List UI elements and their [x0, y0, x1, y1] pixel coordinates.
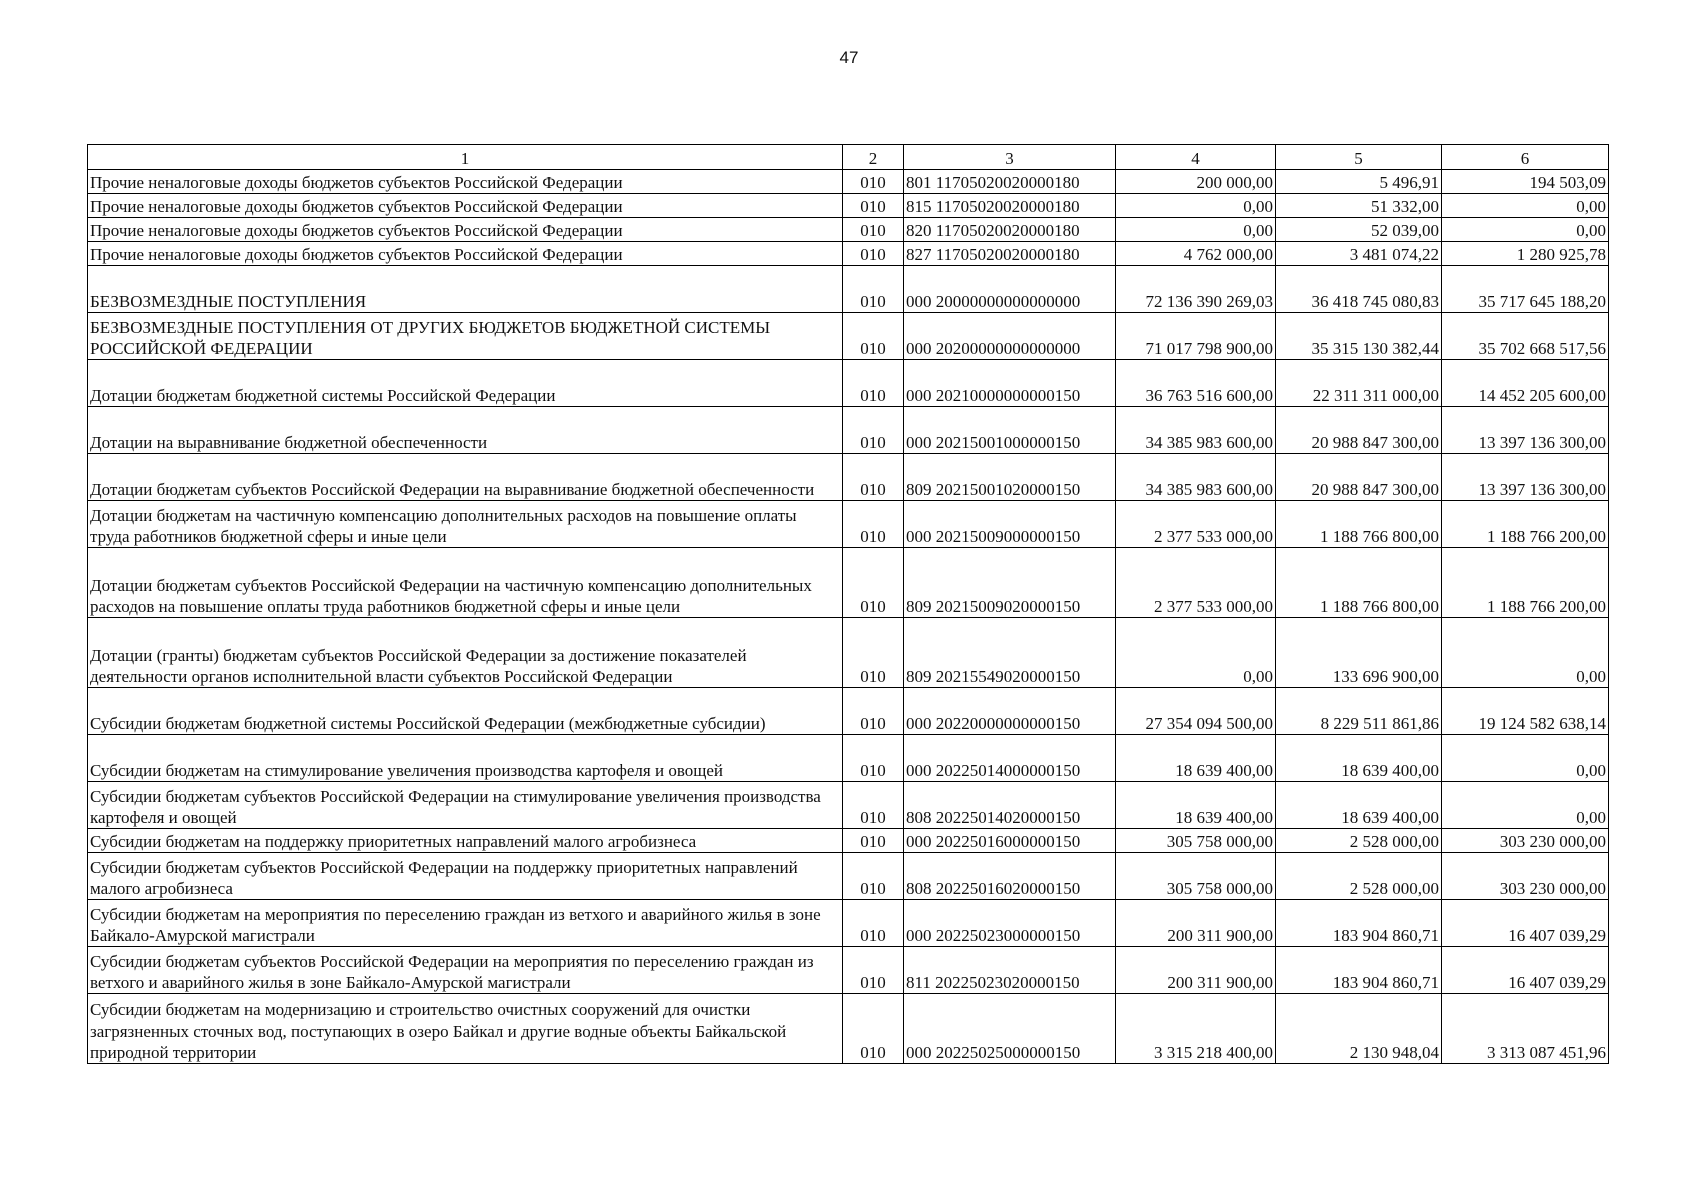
cell-line-code: 010: [843, 735, 904, 782]
cell-budget-code: 000 20215001000000150: [904, 407, 1116, 454]
cell-budget-code: 000 20225014000000150: [904, 735, 1116, 782]
cell-unexecuted: 35 702 668 517,56: [1442, 313, 1609, 360]
cell-line-code: 010: [843, 782, 904, 829]
cell-unexecuted: 35 717 645 188,20: [1442, 266, 1609, 313]
cell-unexecuted: 303 230 000,00: [1442, 829, 1609, 853]
cell-line-code: 010: [843, 170, 904, 194]
cell-approved: 34 385 983 600,00: [1116, 407, 1276, 454]
page-number: 47: [839, 48, 859, 67]
cell-executed: 183 904 860,71: [1276, 947, 1442, 994]
cell-approved: 36 763 516 600,00: [1116, 360, 1276, 407]
cell-name: Дотации бюджетам субъектов Российской Федерации на частичную компенсацию дополнительных расходов на повышение оплаты труда работников бюджетной сферы и иные цели: [88, 548, 843, 618]
cell-executed: 2 528 000,00: [1276, 853, 1442, 900]
cell-executed: 36 418 745 080,83: [1276, 266, 1442, 313]
cell-approved: 2 377 533 000,00: [1116, 501, 1276, 548]
column-header-1: 1: [88, 145, 843, 170]
cell-name: Субсидии бюджетам на мероприятия по переселению граждан из ветхого и аварийного жилья в зоне Байкало-Амурской магистрали: [88, 900, 843, 947]
cell-unexecuted: 0,00: [1442, 618, 1609, 688]
cell-executed: 8 229 511 861,86: [1276, 688, 1442, 735]
cell-unexecuted: 0,00: [1442, 194, 1609, 218]
cell-unexecuted: 0,00: [1442, 735, 1609, 782]
cell-executed: 52 039,00: [1276, 218, 1442, 242]
cell-name: Прочие неналоговые доходы бюджетов субъектов Российской Федерации: [88, 170, 843, 194]
cell-budget-code: 801 11705020020000180: [904, 170, 1116, 194]
cell-executed: 3 481 074,22: [1276, 242, 1442, 266]
cell-line-code: 010: [843, 194, 904, 218]
cell-approved: 0,00: [1116, 618, 1276, 688]
cell-executed: 22 311 311 000,00: [1276, 360, 1442, 407]
table-row: [88, 194, 1609, 218]
cell-executed: 133 696 900,00: [1276, 618, 1442, 688]
cell-approved: 200 311 900,00: [1116, 900, 1276, 947]
cell-executed: 1 188 766 800,00: [1276, 548, 1442, 618]
cell-approved: 18 639 400,00: [1116, 782, 1276, 829]
cell-name: Дотации (гранты) бюджетам субъектов Российской Федерации за достижение показателей деятельности органов исполнительной власти субъектов Российской Федерации: [88, 618, 843, 688]
cell-unexecuted: 16 407 039,29: [1442, 900, 1609, 947]
table-row: [88, 407, 1609, 454]
cell-name: БЕЗВОЗМЕЗДНЫЕ ПОСТУПЛЕНИЯ ОТ ДРУГИХ БЮДЖЕТОВ БЮДЖЕТНОЙ СИСТЕМЫ РОССИЙСКОЙ ФЕДЕРАЦИИ: [88, 313, 843, 360]
cell-executed: 2 130 948,04: [1276, 994, 1442, 1064]
column-header-6: 6: [1442, 145, 1609, 170]
table-row: [88, 242, 1609, 266]
cell-budget-code: 000 20225023000000150: [904, 900, 1116, 947]
header-row: [88, 145, 1609, 170]
cell-budget-code: 809 20215001020000150: [904, 454, 1116, 501]
cell-unexecuted: 14 452 205 600,00: [1442, 360, 1609, 407]
cell-name: Субсидии бюджетам субъектов Российской Федерации на стимулирование увеличения производства картофеля и овощей: [88, 782, 843, 829]
table-row: [88, 994, 1609, 1064]
table-row: [88, 947, 1609, 994]
table-row: [88, 170, 1609, 194]
table-row: [88, 853, 1609, 900]
cell-budget-code: 000 20225025000000150: [904, 994, 1116, 1064]
cell-approved: 27 354 094 500,00: [1116, 688, 1276, 735]
cell-unexecuted: 19 124 582 638,14: [1442, 688, 1609, 735]
cell-approved: 34 385 983 600,00: [1116, 454, 1276, 501]
table-row: [88, 313, 1609, 360]
cell-budget-code: 827 11705020020000180: [904, 242, 1116, 266]
cell-line-code: 010: [843, 313, 904, 360]
cell-name: БЕЗВОЗМЕЗДНЫЕ ПОСТУПЛЕНИЯ: [88, 266, 843, 313]
column-header-5: 5: [1276, 145, 1442, 170]
table-row: [88, 735, 1609, 782]
cell-approved: 305 758 000,00: [1116, 853, 1276, 900]
cell-unexecuted: 13 397 136 300,00: [1442, 454, 1609, 501]
cell-unexecuted: 0,00: [1442, 782, 1609, 829]
table-row: [88, 501, 1609, 548]
table-row: [88, 218, 1609, 242]
table-row: [88, 688, 1609, 735]
cell-budget-code: 000 20200000000000000: [904, 313, 1116, 360]
table-row: [88, 618, 1609, 688]
cell-executed: 20 988 847 300,00: [1276, 407, 1442, 454]
table-row: [88, 900, 1609, 947]
cell-unexecuted: 303 230 000,00: [1442, 853, 1609, 900]
cell-budget-code: 808 20225014020000150: [904, 782, 1116, 829]
cell-line-code: 010: [843, 548, 904, 618]
cell-executed: 20 988 847 300,00: [1276, 454, 1442, 501]
cell-line-code: 010: [843, 242, 904, 266]
cell-name: Дотации бюджетам бюджетной системы Российской Федерации: [88, 360, 843, 407]
cell-budget-code: 000 20215009000000150: [904, 501, 1116, 548]
cell-approved: 0,00: [1116, 218, 1276, 242]
cell-line-code: 010: [843, 829, 904, 853]
cell-unexecuted: 1 280 925,78: [1442, 242, 1609, 266]
cell-approved: 2 377 533 000,00: [1116, 548, 1276, 618]
cell-unexecuted: 16 407 039,29: [1442, 947, 1609, 994]
cell-line-code: 010: [843, 900, 904, 947]
cell-name: Прочие неналоговые доходы бюджетов субъектов Российской Федерации: [88, 242, 843, 266]
report-table: [87, 144, 1609, 1064]
cell-approved: 4 762 000,00: [1116, 242, 1276, 266]
cell-name: Субсидии бюджетам на стимулирование увеличения производства картофеля и овощей: [88, 735, 843, 782]
cell-budget-code: 000 20225016000000150: [904, 829, 1116, 853]
cell-approved: 0,00: [1116, 194, 1276, 218]
cell-approved: 72 136 390 269,03: [1116, 266, 1276, 313]
cell-executed: 2 528 000,00: [1276, 829, 1442, 853]
cell-unexecuted: 194 503,09: [1442, 170, 1609, 194]
cell-name: Дотации бюджетам субъектов Российской Федерации на выравнивание бюджетной обеспеченности: [88, 454, 843, 501]
cell-line-code: 010: [843, 947, 904, 994]
cell-line-code: 010: [843, 688, 904, 735]
cell-name: Прочие неналоговые доходы бюджетов субъектов Российской Федерации: [88, 194, 843, 218]
cell-budget-code: 000 20220000000000150: [904, 688, 1116, 735]
cell-unexecuted: 13 397 136 300,00: [1442, 407, 1609, 454]
cell-name: Прочие неналоговые доходы бюджетов субъектов Российской Федерации: [88, 218, 843, 242]
cell-executed: 18 639 400,00: [1276, 782, 1442, 829]
cell-approved: 3 315 218 400,00: [1116, 994, 1276, 1064]
cell-executed: 35 315 130 382,44: [1276, 313, 1442, 360]
cell-line-code: 010: [843, 266, 904, 313]
cell-approved: 200 000,00: [1116, 170, 1276, 194]
cell-approved: 200 311 900,00: [1116, 947, 1276, 994]
cell-budget-code: 000 20000000000000000: [904, 266, 1116, 313]
cell-unexecuted: 3 313 087 451,96: [1442, 994, 1609, 1064]
cell-unexecuted: 0,00: [1442, 218, 1609, 242]
cell-name: Субсидии бюджетам субъектов Российской Федерации на мероприятия по переселению граждан из ветхого и аварийного жилья в зоне Байкало-Амурской магистрали: [88, 947, 843, 994]
cell-line-code: 010: [843, 454, 904, 501]
table-row: [88, 548, 1609, 618]
cell-name: Субсидии бюджетам субъектов Российской Федерации на поддержку приоритетных направлений малого агробизнеса: [88, 853, 843, 900]
cell-name: Субсидии бюджетам на модернизацию и строительство очистных сооружений для очистки загрязненных сточных вод, поступающих в озеро Байкал и другие водные объекты Байкальской природной территории: [88, 994, 843, 1064]
cell-line-code: 010: [843, 994, 904, 1064]
cell-name: Субсидии бюджетам на поддержку приоритетных направлений малого агробизнеса: [88, 829, 843, 853]
cell-name: Субсидии бюджетам бюджетной системы Российской Федерации (межбюджетные субсидии): [88, 688, 843, 735]
cell-budget-code: 808 20225016020000150: [904, 853, 1116, 900]
cell-unexecuted: 1 188 766 200,00: [1442, 501, 1609, 548]
cell-approved: 305 758 000,00: [1116, 829, 1276, 853]
cell-line-code: 010: [843, 853, 904, 900]
cell-executed: 18 639 400,00: [1276, 735, 1442, 782]
column-header-3: 3: [904, 145, 1116, 170]
cell-name: Дотации на выравнивание бюджетной обеспеченности: [88, 407, 843, 454]
cell-budget-code: 820 11705020020000180: [904, 218, 1116, 242]
cell-approved: 71 017 798 900,00: [1116, 313, 1276, 360]
cell-unexecuted: 1 188 766 200,00: [1442, 548, 1609, 618]
table-row: [88, 782, 1609, 829]
cell-executed: 1 188 766 800,00: [1276, 501, 1442, 548]
cell-line-code: 010: [843, 360, 904, 407]
table-row: [88, 360, 1609, 407]
cell-budget-code: 811 20225023020000150: [904, 947, 1116, 994]
column-header-2: 2: [843, 145, 904, 170]
cell-name: Дотации бюджетам на частичную компенсацию дополнительных расходов на повышение оплаты труда работников бюджетной сферы и иные цели: [88, 501, 843, 548]
cell-executed: 183 904 860,71: [1276, 900, 1442, 947]
cell-executed: 5 496,91: [1276, 170, 1442, 194]
cell-line-code: 010: [843, 218, 904, 242]
cell-budget-code: 809 20215549020000150: [904, 618, 1116, 688]
table-row: [88, 266, 1609, 313]
cell-line-code: 010: [843, 618, 904, 688]
cell-line-code: 010: [843, 407, 904, 454]
cell-approved: 18 639 400,00: [1116, 735, 1276, 782]
table-row: [88, 829, 1609, 853]
cell-line-code: 010: [843, 501, 904, 548]
column-header-4: 4: [1116, 145, 1276, 170]
cell-budget-code: 815 11705020020000180: [904, 194, 1116, 218]
table-row: [88, 454, 1609, 501]
cell-budget-code: 809 20215009020000150: [904, 548, 1116, 618]
cell-budget-code: 000 20210000000000150: [904, 360, 1116, 407]
cell-executed: 51 332,00: [1276, 194, 1442, 218]
